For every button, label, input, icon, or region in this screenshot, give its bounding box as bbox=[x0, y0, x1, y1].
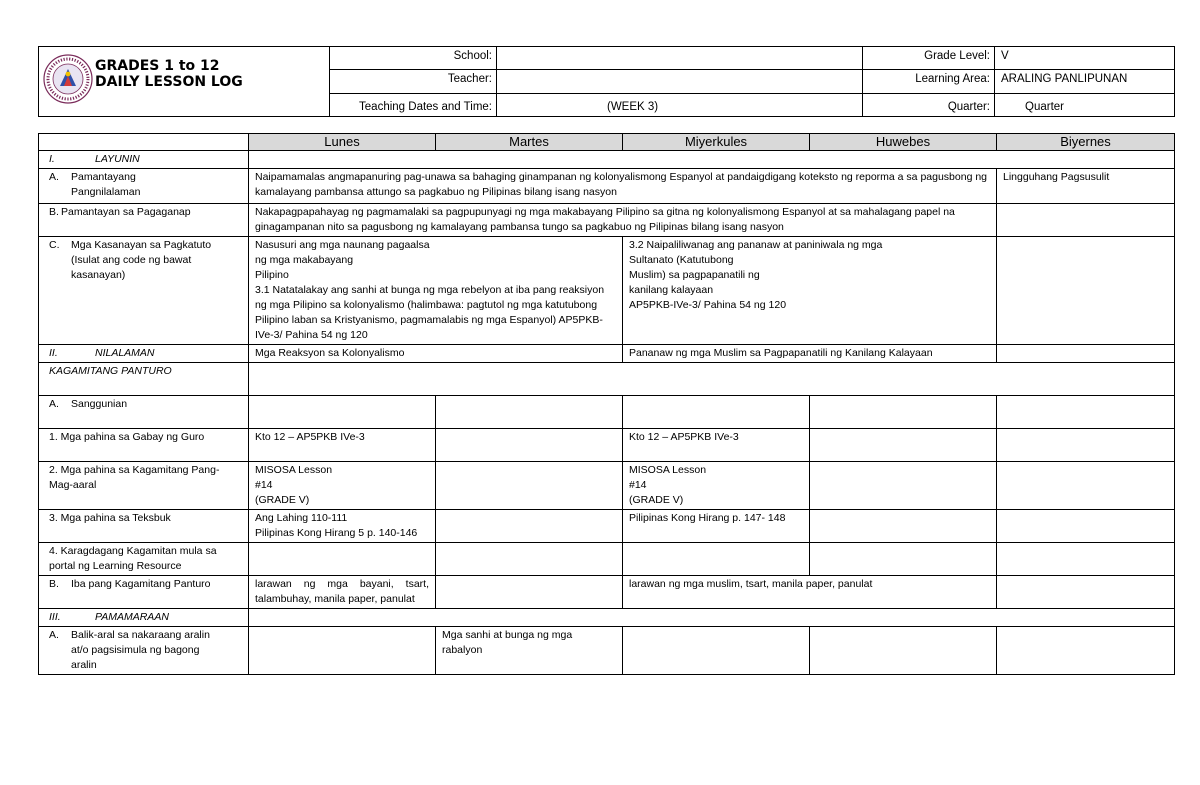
label-teksbuk: 3. Mga pahina sa Teksbuk bbox=[39, 510, 249, 543]
label-gabay bbox=[39, 429, 249, 462]
table-row-kagamitang-panturo bbox=[39, 363, 1175, 396]
teksbuk-lunes[interactable] bbox=[249, 510, 436, 543]
section-kagamitang-panturo: KAGAMITANG PANTURO bbox=[39, 363, 249, 396]
balik-aral-martes[interactable] bbox=[436, 627, 623, 675]
teacher-label: Teacher: bbox=[330, 70, 497, 93]
iba-pang-kagamitan-lunes[interactable]: larawan ng mga bayani, tsart, talambuhay, manila paper, panulat bbox=[249, 576, 436, 609]
label-karagdagang bbox=[39, 543, 249, 576]
title-line-2: DAILY LESSON LOG bbox=[95, 74, 243, 90]
row-label: 1. Mga pahina sa Gabay ng Guro bbox=[49, 431, 205, 443]
row-number: A. bbox=[49, 171, 59, 183]
teaching-dates-field[interactable]: (WEEK 3) bbox=[497, 93, 863, 116]
line-1: Mga sanhi at bunga ng mga bbox=[442, 629, 573, 641]
gabay-huwebes[interactable] bbox=[810, 429, 997, 462]
day-header-lunes: Lunes bbox=[249, 134, 436, 151]
layunin-content[interactable] bbox=[249, 151, 1175, 169]
section-label: PAMAMARAAN bbox=[95, 611, 169, 623]
header-logo-cell bbox=[39, 47, 330, 117]
kasanayan-lunes-martes[interactable] bbox=[249, 237, 623, 345]
sanggunian-martes[interactable] bbox=[436, 396, 623, 429]
kasanayan-miyerkules-line-5: AP5PKB-IVe-3/ Pahina 54 ng 120 bbox=[629, 299, 787, 311]
kasanayan-miyerkules-line-3: Muslim) sa pagpapanatili ng bbox=[629, 269, 760, 281]
sanggunian-biyernes[interactable] bbox=[997, 396, 1175, 429]
pamantayang-pangnilalaman-biyernes[interactable]: Lingguhang Pagsusulit bbox=[997, 169, 1175, 204]
balik-aral-biyernes[interactable] bbox=[997, 627, 1175, 675]
kasanayan-miyerkules-line-2: Sultanato (Katutubong bbox=[629, 254, 734, 266]
karagdagang-biyernes[interactable] bbox=[997, 543, 1175, 576]
iba-pang-kagamitan-martes[interactable] bbox=[436, 576, 623, 609]
label-sanggunian bbox=[39, 396, 249, 429]
teaching-dates-label: Teaching Dates and Time: bbox=[330, 93, 497, 116]
row-number: A. bbox=[49, 629, 59, 641]
table-row-layunin bbox=[39, 151, 1175, 169]
label-iba-pang-kagamitan bbox=[39, 576, 249, 609]
quarter-field[interactable]: Quarter bbox=[995, 93, 1175, 116]
row-label: Iba pang Kagamitang Panturo bbox=[71, 578, 211, 590]
kasanayan-lunes-line-3: Pilipino bbox=[255, 269, 289, 281]
line-2: #14 bbox=[255, 479, 273, 491]
sanggunian-miyerkules[interactable] bbox=[623, 396, 810, 429]
label-kasanayan bbox=[39, 237, 249, 345]
kagamitang-panturo-content[interactable] bbox=[249, 363, 1175, 396]
teksbuk-huwebes[interactable] bbox=[810, 510, 997, 543]
karagdagang-lunes[interactable] bbox=[249, 543, 436, 576]
day-header-huwebes: Huwebes bbox=[810, 134, 997, 151]
table-row-karagdagang bbox=[39, 543, 1175, 576]
kasanayan-miyerkules-line-1: 3.2 Naipaliliwanag ang pananaw at paniniwala ng mga bbox=[629, 239, 883, 251]
day-header-martes: Martes bbox=[436, 134, 623, 151]
teacher-field[interactable] bbox=[497, 70, 863, 93]
table-row-pamamaraan bbox=[39, 609, 1175, 627]
day-header-row bbox=[39, 134, 1175, 151]
label-kagamitang-mag-aaral bbox=[39, 462, 249, 510]
pamantayan-sa-pagaganap-biyernes[interactable] bbox=[997, 204, 1175, 237]
line-2: Pilipinas Kong Hirang 5 p. 140-146 bbox=[255, 527, 418, 539]
grade-level-field[interactable]: V bbox=[995, 47, 1175, 70]
row-label: 2. Mga pahina sa Kagamitang Pang-Mag-aaral bbox=[49, 464, 220, 491]
pamantayan-sa-pagaganap-content[interactable]: Nakapagpapahayag ng pagmamalaki sa pagpupunyagi ng mga makabayang Pilipino sa gitna ng kolonyalismong Espanyol at sa mahalagang papel na ginagampanan nito sa pagusbong ng kamalayang pambansa tungo sa pagkabuo ng Pilipinas bilang isang nasyon bbox=[249, 204, 997, 237]
nilalaman-biyernes[interactable] bbox=[997, 345, 1175, 363]
pamamaraan-content[interactable] bbox=[249, 609, 1175, 627]
sanggunian-lunes[interactable] bbox=[249, 396, 436, 429]
section-label: NILALAMAN bbox=[95, 347, 155, 359]
nilalaman-lunes[interactable]: Mga Reaksyon sa Kolonyalismo bbox=[249, 345, 623, 363]
kasanayan-lunes-line-2: ng mga makabayang bbox=[255, 254, 354, 266]
kasanayan-miyerkules-huwebes[interactable] bbox=[623, 237, 997, 345]
row-label: Pamantayan sa Pagaganap bbox=[61, 206, 191, 218]
teksbuk-martes[interactable] bbox=[436, 510, 623, 543]
balik-aral-lunes[interactable] bbox=[249, 627, 436, 675]
learning-area-field[interactable]: ARALING PANLIPUNAN bbox=[995, 70, 1175, 93]
day-header-biyernes: Biyernes bbox=[997, 134, 1175, 151]
school-label: School: bbox=[330, 47, 497, 70]
table-row-kagamitang-mag-aaral bbox=[39, 462, 1175, 510]
iba-pang-kagamitan-biyernes[interactable] bbox=[997, 576, 1175, 609]
lesson-log-sheet bbox=[38, 46, 1174, 675]
kagamitang-mag-aaral-huwebes[interactable] bbox=[810, 462, 997, 510]
kasanayan-lunes-line-1: Nasusuri ang mga naunang pagaalsa bbox=[255, 239, 430, 251]
iba-pang-kagamitan-miyerkules[interactable]: larawan ng mga muslim, tsart, manila paper, panulat bbox=[623, 576, 997, 609]
day-header-miyerkules: Miyerkules bbox=[623, 134, 810, 151]
lesson-table bbox=[38, 133, 1175, 675]
line-2: rabalyon bbox=[442, 644, 483, 656]
kagamitang-mag-aaral-martes[interactable] bbox=[436, 462, 623, 510]
row-number: C. bbox=[49, 239, 60, 251]
label-pamantayang-pangnilalaman bbox=[39, 169, 249, 204]
nilalaman-miyerkules[interactable]: Pananaw ng mga Muslim sa Pagpapanatili ng Kanilang Kalayaan bbox=[623, 345, 997, 363]
teksbuk-biyernes[interactable] bbox=[997, 510, 1175, 543]
table-row-gabay bbox=[39, 429, 1175, 462]
learning-area-label: Learning Area: bbox=[863, 70, 995, 93]
line-1: Ang Lahing 110-111 bbox=[255, 512, 348, 524]
karagdagang-miyerkules[interactable] bbox=[623, 543, 810, 576]
line-3: (GRADE V) bbox=[629, 494, 684, 506]
section-nilalaman bbox=[39, 345, 249, 363]
karagdagang-martes[interactable] bbox=[436, 543, 623, 576]
gabay-lunes[interactable]: Kto 12 – AP5PKB IVe-3 bbox=[249, 429, 436, 462]
row-label: Sanggunian bbox=[71, 398, 128, 410]
table-row-pamantayang-pangnilalaman bbox=[39, 169, 1175, 204]
karagdagang-huwebes[interactable] bbox=[810, 543, 997, 576]
line-1: MISOSA Lesson bbox=[255, 464, 333, 476]
deped-seal-icon bbox=[43, 54, 93, 104]
label-pamantayan-sa-pagaganap bbox=[39, 204, 249, 237]
balik-aral-huwebes[interactable] bbox=[810, 627, 997, 675]
sanggunian-huwebes[interactable] bbox=[810, 396, 997, 429]
kagamitang-mag-aaral-biyernes[interactable] bbox=[997, 462, 1175, 510]
kasanayan-miyerkules-line-4: kanilang kalayaan bbox=[629, 284, 714, 296]
table-row-iba-pang-kagamitan bbox=[39, 576, 1175, 609]
row-number: B. bbox=[49, 578, 59, 590]
row-number: A. bbox=[49, 398, 59, 410]
section-pamamaraan bbox=[39, 609, 249, 627]
kasanayan-biyernes[interactable] bbox=[997, 237, 1175, 345]
table-row-kasanayan bbox=[39, 237, 1175, 345]
grade-level-label: Grade Level: bbox=[863, 47, 995, 70]
section-layunin bbox=[39, 151, 249, 169]
header-title bbox=[95, 58, 243, 90]
table-row-sanggunian bbox=[39, 396, 1175, 429]
row-label: Balik-aral sa nakaraang aralin at/o pagsisimula ng bagong aralin bbox=[71, 629, 210, 671]
table-row-teksbuk bbox=[39, 510, 1175, 543]
section-number: II. bbox=[49, 347, 58, 359]
label-balik-aral bbox=[39, 627, 249, 675]
table-row-balik-aral bbox=[39, 627, 1175, 675]
gabay-martes[interactable] bbox=[436, 429, 623, 462]
teksbuk-miyerkules[interactable]: Pilipinas Kong Hirang p. 147- 148 bbox=[623, 510, 810, 543]
day-header-blank bbox=[39, 134, 249, 151]
line-3: (GRADE V) bbox=[255, 494, 310, 506]
table-row-nilalaman bbox=[39, 345, 1175, 363]
row-label: 4. Karagdagang Kagamitan mula sa portal ng Learning Resource bbox=[49, 545, 217, 572]
balik-aral-miyerkules[interactable] bbox=[623, 627, 810, 675]
section-number: I. bbox=[49, 153, 55, 165]
gabay-biyernes[interactable] bbox=[997, 429, 1175, 462]
kagamitang-mag-aaral-lunes[interactable] bbox=[249, 462, 436, 510]
row-label: Pamantayang Pangnilalaman bbox=[71, 171, 141, 198]
kagamitang-mag-aaral-miyerkules[interactable] bbox=[623, 462, 810, 510]
section-number: III. bbox=[49, 611, 61, 623]
school-field[interactable] bbox=[497, 47, 863, 70]
row-number: B. bbox=[49, 206, 59, 218]
row-label: Mga Kasanayan sa Pagkatuto (Isulat ang code ng bawat kasanayan) bbox=[71, 239, 212, 281]
gabay-miyerkules[interactable]: Kto 12 – AP5PKB IVe-3 bbox=[623, 429, 810, 462]
line-2: #14 bbox=[629, 479, 647, 491]
table-row-pamantayan-sa-pagaganap bbox=[39, 204, 1175, 237]
quarter-label: Quarter: bbox=[863, 93, 995, 116]
pamantayang-pangnilalaman-content[interactable]: Naipamamalas angmapanuring pag-unawa sa bahaging ginampanan ng kolonyalismong Espanyol at pandaigdigang koteksto ng reporma a sa pagusbong ng kamalayang pambansa attungo sa pagkabuo ng Pilipinas bilang isang nasyon bbox=[249, 169, 997, 204]
line-1: MISOSA Lesson bbox=[629, 464, 707, 476]
section-label: LAYUNIN bbox=[95, 153, 140, 165]
header-table bbox=[38, 46, 1175, 117]
kasanayan-lunes-line-4: 3.1 Natatalakay ang sanhi at bunga ng mga rebelyon at iba pang reaksiyon ng mga Pilipino sa kolonyalismo (halimbawa: pagtutol ng mga katutubong Pilipino laban sa Kristyanismo, pagmamalabis ng mga Espanyol) AP5PKB-IVe-3/ Pahina 54 ng 120 bbox=[255, 284, 605, 341]
title-line-1: GRADES 1 to 12 bbox=[95, 58, 220, 74]
